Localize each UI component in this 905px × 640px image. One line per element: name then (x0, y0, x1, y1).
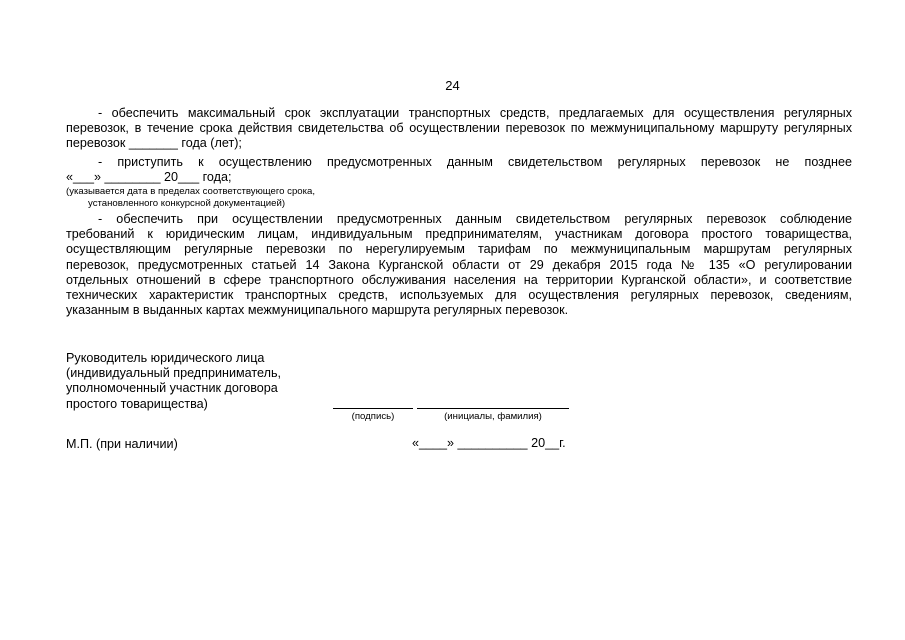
paragraph-max-service-life (66, 106, 852, 152)
text-line: перевозок, в течение срока действия свидетельства об осуществлении перевозок по межмуниципальному маршруту регулярных (66, 121, 852, 136)
signer-line: простого товарищества) (66, 396, 208, 411)
text-line: «___» ________ 20___ года; (66, 170, 232, 185)
date-note (66, 186, 315, 209)
date-field: «____» __________ 20__г. (412, 436, 566, 450)
signer-title (66, 351, 281, 412)
signer-line: (индивидуальный предприниматель, (66, 366, 282, 381)
paragraph-start-date (66, 155, 852, 185)
signature-caption: (подпись) (351, 411, 395, 422)
page-number: 24 (445, 78, 460, 93)
text-line: указанным в выданных картах межмуниципального маршрута регулярных перевозок. (66, 303, 569, 318)
signer-line: уполномоченный участник договора (66, 381, 278, 396)
initials-caption: (инициалы, фамилия) (444, 411, 542, 422)
text-line: отдельных отношений в сфере транспортного обслуживания населения на территории Курганской области», и соответствие (66, 272, 852, 287)
initials-line (417, 408, 569, 409)
text-line: перевозок _______ года (лет); (66, 136, 242, 151)
paragraph-requirements (66, 212, 852, 318)
text-line: - обеспечить при осуществлении предусмотренных данным свидетельством регулярных перевозок соблюдение (98, 212, 852, 226)
note-line: установленного конкурсной документацией) (88, 197, 286, 209)
note-line: (указывается дата в пределах соответствующего срока, (66, 186, 316, 197)
signature-line (333, 408, 413, 409)
text-line: осуществляющим регулярные перевозки по нерегулируемым тарифам по межмуниципальным маршрутам регулярных (66, 242, 852, 257)
text-line: технических характеристик транспортных средств, используемых для осуществления регулярных перевозок, сведениям, (66, 288, 852, 303)
signer-line: Руководитель юридического лица (66, 351, 265, 365)
text-line: - приступить к осуществлению предусмотренных данным свидетельством регулярных перевозок не позднее (98, 155, 852, 169)
text-line: - обеспечить максимальный срок эксплуатации транспортных средств, предлагаемых для осуществления регулярных (98, 106, 852, 120)
text-line: перевозок, предусмотренных статьей 14 Закона Курганской области от 29 декабря 2015 года № 135 «О регулировании (66, 257, 852, 272)
text-line: требований к юридическим лицам, индивидуальным предпринимателям, участникам договора простого товарищества, (66, 227, 852, 242)
stamp-label: М.П. (при наличии) (66, 437, 178, 451)
